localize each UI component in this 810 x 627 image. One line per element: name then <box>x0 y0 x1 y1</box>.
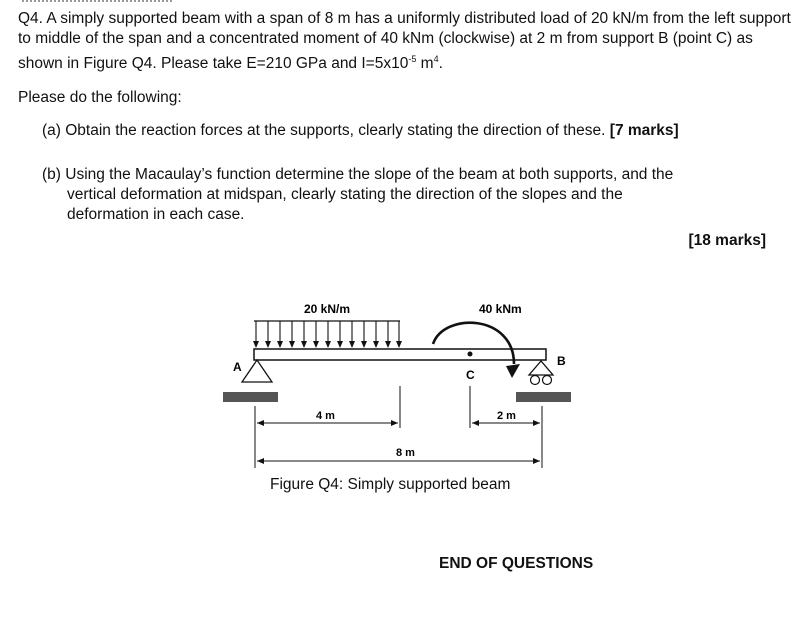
point-c-label: C <box>466 368 475 382</box>
point-c-marker <box>468 352 473 357</box>
pin-support-a <box>223 360 278 402</box>
dim-4m-label: 4 m <box>316 410 335 422</box>
beam-figure <box>200 288 600 503</box>
moment-label: 40 kNm <box>479 302 522 316</box>
udl-load <box>253 321 402 348</box>
part-b: (b) Using the Macaulay’s function determine the slope of the beam at both supports, and the vertical deformation at midspan, clearly stating the direction of the slopes and the deformation in each case. <box>42 166 674 223</box>
beam <box>254 349 546 360</box>
top-divider <box>22 0 172 4</box>
part-b-marks: [18 marks] <box>688 232 766 249</box>
dim-8m-label: 8 m <box>396 447 415 459</box>
support-b-label: B <box>557 354 566 368</box>
moment-arrowhead <box>506 364 520 378</box>
dim-2m-label: 2 m <box>497 410 516 422</box>
figure-caption: Figure Q4: Simply supported beam <box>270 476 511 493</box>
part-a-marks: [7 marks] <box>609 122 679 139</box>
end-of-questions: END OF QUESTIONS <box>439 555 594 572</box>
udl-label: 20 kN/m <box>304 302 351 316</box>
support-a-label: A <box>233 360 242 374</box>
part-a: (a) Obtain the reaction forces at the supports, clearly stating the direction of these. [7 marks] <box>42 122 679 139</box>
question-intro: Q4. A simply supported beam with a span of 8 m has a uniformly distributed load of 20 kN/m from the left support to middle of the span and a concentrated moment of 40 kNm (clockwise) at 2 m from support B (point C) as shown in Figure Q4. Please take E=210 GPa and $I=5x10^{-5}$ $m^4$. <box>18 10 791 73</box>
instruction-text: Please do the following: <box>18 89 182 106</box>
